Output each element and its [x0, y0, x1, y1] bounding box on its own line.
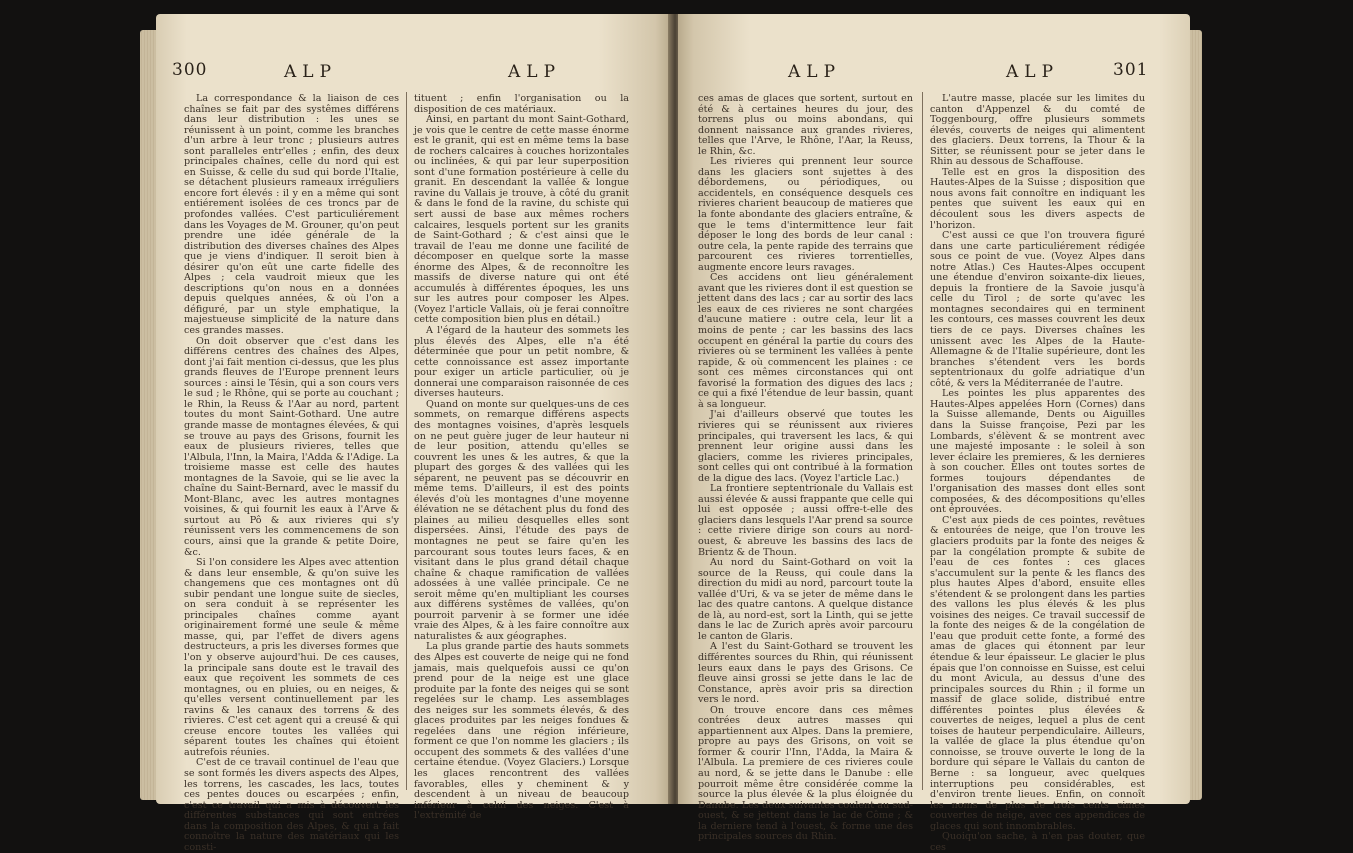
paragraph: Au nord du Saint-Gothard on voit la source de la Reuss, qui coule dans la direction du midi au nord, parcourt toute la vallée d'Uri, & va se jeter de même dans le lac des quatre cantons. A quelque distance de là, au nord-est, sort la Linth, qui se jette dans le lac de Zurich après avoir parcouru le canton de Glaris.: [698, 557, 913, 642]
running-header-left: ALP: [788, 62, 842, 82]
paragraph: Ces accidens ont lieu généralement avant que les rivieres dont il est question se jettent dans des lacs ; car au sortir des lacs les eaux de ces rivieres ne sont chargées d'aucune matiere : outre cela, leur lit a moins de pente ; car les bassins des lacs occupent en général la partie du cours des rivieres où se terminent les vallées à pente rapide, & où commencent les plaines : ce sont ces mêmes circonstances qui ont favorisé la formation des digues des lacs ; ce qui a fixé l'étendue de leur bassin, quant à sa longueur.: [698, 272, 913, 410]
page-number: 301: [1113, 60, 1149, 80]
paragraph: Si l'on considere les Alpes avec attention & dans leur ensemble, & qu'on suive les changemens que ces montagnes ont dû subir pendant une longue suite de siecles, on sera conduit à se représenter les principales chaînes comme ayant originairement formé une seule & même masse, qui, par l'effet de divers agens destructeurs, a pris les diverses formes que l'on y observe aujourd'hui. De ces causes, la principale sans doute est le travail des eaux que reçoivent les sommets de ces montagnes, ou en pluies, ou en neiges, & qu'elles versent continuellement par les ravins & les canaux des torrens & des rivieres. C'est cet agent qui a creusé & qui creuse encore toutes les vallées qui séparent toutes les chaînes qui étoient autrefois réunies.: [184, 557, 399, 758]
running-header-right: ALP: [1006, 62, 1060, 82]
paragraph: Quoiqu'on sache, à n'en pas douter, que ces: [930, 831, 1145, 853]
running-header-left: ALP: [284, 62, 338, 82]
left-page: [156, 14, 671, 853]
left-page-column-2: [414, 93, 629, 822]
paragraph: La correspondance & la liaison de ces chaînes se fait par des systêmes différens dans leur distribution : les unes se réunissent à un point, comme les branches d'un arbre à leur tronc ; plusieurs autres sont paralleles entr'elles ; enfin, des deux principales chaînes, celle du nord qui est en Suisse, & celle du sud qui borde l'Italie, se détachent plusieurs rameaux irréguliers encore fort élevés : il y en a même qui sont entiérement isolées de ces troncs par de profondes vallées. C'est particuliérement dans les Voyages de M. Grouner, qu'on peut prendre une idée générale de la distribution des diverses chaînes des Alpes que je viens d'indiquer. Il seroit bien à désirer qu'on eût une carte fidelle des Alpes ; cela vaudroit mieux que les descriptions qu'on nous en a données depuis quelques années, & où l'on a défiguré, par un style emphatique, la majestueuse simplicité de la nature dans ces grandes masses.: [184, 93, 399, 337]
running-header-right: ALP: [508, 62, 562, 82]
left-page-column-1: [184, 93, 399, 853]
right-page-column-2: [930, 93, 1145, 853]
paragraph: On doit observer que c'est dans les différens centres des chaînes des Alpes, dont j'ai fait mention ci-dessus, que les plus grands fleuves de l'Europe prennent leurs sources : ainsi le Tésin, qui a son cours vers le sud ; le Rhône, qui se porte au couchant ; le Rhin, la Reuss & l'Aar au nord, partent toutes du mont Saint-Gothard. Une autre grande masse de montagnes élevées, & qui se trouve au pays des Grisons, fournit les eaux de plusieurs rivieres, telles que l'Albula, l'Inn, la Maira, l'Adda & l'Adige. La troisieme masse est celle des hautes montagnes de la Savoie, qui se lie avec la chaîne du Saint-Bernard, avec le massif du Mont-Blanc, avec les autres montagnes voisines, & qui fournit les eaux à l'Arve & surtout au Pô & aux rivieres qui s'y réunissent vers les commencemens de son cours, ainsi que la grande & petite Doire, &c.: [184, 335, 399, 558]
paragraph: La frontiere septentrionale du Vallais est aussi élevée & aussi frappante que celle qui lui est opposée ; aussi offre-t-elle des glaciers dans lesquels l'Aar prend sa source : cette riviere dirige son cours au nord-ouest, & abreuve les bassins des lacs de Brientz & de Thoun.: [698, 483, 913, 558]
paragraph: tituent ; enfin l'organisation ou la disposition de ces matériaux.: [414, 93, 629, 115]
paragraph: C'est de ce travail continuel de l'eau que se sont formés les divers aspects des Alpes, les torrens, les cascades, les lacs, toutes ces pentes douces ou escarpées ; enfin, c'est ce travail qui a mis à découvert les différentes substances qui sont entrées dans la composition des Alpes, & qui a fait connoître la nature des matériaux qui les consti-: [184, 757, 399, 853]
paragraph: A l'est du Saint-Gothard se trouvent les différentes sources du Rhin, qui réunissent leurs eaux dans le pays des Grisons. Ce fleuve ainsi grossi se jette dans le lac de Constance, après avoir pris sa direction vers le nord.: [698, 641, 913, 706]
right-page-edges: [1188, 30, 1202, 800]
paragraph: L'autre masse, placée sur les limites du canton d'Appenzel & du comté de Toggenbourg, offre plusieurs sommets élevés, couverts de neiges qui alimentent des glaciers. Deux torrens, la Thour & la Sitter, se réunissent pour se jeter dans le Rhin au dessous de Schaffouse.: [930, 93, 1145, 168]
page-number: 300: [172, 60, 208, 80]
paragraph: Quand on monte sur quelques-uns de ces sommets, on remarque différens aspects des montagnes voisines, d'après lesquels on ne peut guère juger de leur hauteur ni de leur position, attendu qu'elles se couvrent les unes & les autres, & que la plupart des gorges & des vallées qui les séparent, ne peuvent pas se découvrir en même tems. D'ailleurs, il est des points élevés d'où les montagnes d'une moyenne élévation ne se détachent plus du fond des plaines au milieu desquelles elles sont dispersées. Ainsi, l'étude des pays de montagnes ne peut se faire qu'en les parcourant sous toutes leurs faces, & en visitant dans le plus grand détail chaque chaîne & chaque ramification de vallées adossées à une vallée principale. Ce ne seroit même qu'en multipliant les courses aux différens systêmes de vallées, qu'on pourroit parvenir à se former une idée vraie des Alpes, & à les faire connoître aux naturalistes & aux géographes.: [414, 398, 629, 642]
paragraph: Ainsi, en partant du mont Saint-Gothard, je vois que le centre de cette masse énorme est le granit, qui est en même tems la base de rochers calcaires à couches horizontales ou inclinées, & qui par leur superposition sont d'une formation postérieure à celle du granit. En descendant la vallée & longue ravine du Vallais je trouve, à côté du granit & dans le fond de la ravine, du schiste qui sert aussi de base aux mêmes rochers calcaires, lesquels portent sur les granits de Saint-Gothard ; & c'est ainsi que le travail de l'eau me donne une facilité de décomposer en quelque sorte la masse énorme des Alpes, & de reconnoître les massifs de diverse nature qui ont été accumulés à différentes époques, les uns sur les autres pour composer les Alpes. (Voyez l'article Vallais, où je ferai connoître cette composition bien plus en détail.): [414, 114, 629, 326]
paragraph: Les rivieres qui prennent leur source dans les glaciers sont sujettes à des débordemens, ou périodiques, ou accidentels, en conséquence desquels ces rivieres charient beaucoup de matieres que la fonte abondante des glaciers entraîne, & que le tems d'intermittence leur fait déposer le long des bords de leur canal : outre cela, la pente rapide des terrains que parcourent ces rivieres torrentielles, augmente encore leurs ravages.: [698, 156, 913, 273]
paragraph: Les pointes les plus apparentes des Hautes-Alpes appelées Horn (Cornes) dans la Suisse allemande, Dents ou Aiguilles dans la Suisse françoise, Pezi par les Lombards, s'élèvent & se montrent avec une majesté imposante : le soleil à son lever éclaire les premieres, & les dernieres à son coucher. Elles ont toutes sortes de formes toujours dépendantes de l'organisation des masses dont elles sont composées, & des décompositions qu'elles ont éprouvées.: [930, 388, 1145, 516]
paragraph: C'est aussi ce que l'on trouvera figuré dans une carte particuliérement rédigée sous ce point de vue. (Voyez Alpes dans notre Atlas.) Ces Hautes-Alpes occupent une étendue d'environ soixante-dix lieues, depuis la frontiere de la Savoie jusqu'à celle du Tirol ; de sorte qu'avec les montagnes secondaires qui en terminent les contours, ces masses couvrent les deux tiers de ce pays. Diverses chaînes les unissent avec les Alpes de la Haute-Allemagne & de l'Italie supérieure, dont les branches s'étendent vers les bords septentrionaux du golfe adriatique d'un côté, & vers la Méditerranée de l'autre.: [930, 230, 1145, 389]
right-page-column-1: [698, 93, 913, 843]
right-page: [678, 14, 1190, 853]
column-rule: [406, 92, 407, 790]
paragraph: On trouve encore dans ces mêmes contrées deux autres masses qui appartiennent aux Alpes. Dans la premiere, propre au pays des Grisons, on voit se former & courir l'Inn, l'Adda, la Maira & l'Albula. La premiere de ces rivieres coule au nord, & se jette dans le Danube : elle pourroit même être considérée comme la source la plus élevée & la plus éloignée du Danube. Les deux suivantes coulent au sud-ouest, & se jettent dans le lac de Côme ; & la derniere tend à l'ouest, & forme une des principales sources du Rhin.: [698, 704, 913, 843]
paragraph: La plus grande partie des hauts sommets des Alpes est couverte de neige qui ne fond jamais, mais quelquefois aussi ce qu'on prend pour de la neige est une glace produite par la fonte des neiges qui se sont regelées sur le champ. Les assemblages des neiges sur les sommets élevés, & des glaces produites par les neiges fondues & regelées dans une région inférieure, forment ce que l'on nomme les glaciers ; ils occupent des sommets & des vallées d'une certaine étendue. (Voyez Glaciers.) Lorsque les glaces rencontrent des vallées favorables, elles y cheminent & y descendent à un niveau de beaucoup inférieur à celui des neiges. C'est à l'extrémité de: [414, 641, 629, 822]
paragraph: A l'égard de la hauteur des sommets les plus élevés des Alpes, elle n'a été déterminée que pour un petit nombre, & cette connoissance est assez importante pour exiger un article particulier, où je donnerai une comparaison raisonnée de ces diverses hauteurs.: [414, 325, 629, 400]
column-rule: [922, 92, 923, 790]
paragraph: ces amas de glaces que sortent, surtout en été & à certaines heures du jour, des torrens plus ou moins abondans, qui donnent naissance aux grandes rivieres, telles que l'Arve, le Rhône, l'Aar, la Reuss, le Rhin, &c.: [698, 93, 913, 157]
paragraph: C'est aux pieds de ces pointes, revêtues & entourées de neige, que l'on trouve les glaciers produits par la fonte des neiges & par la congélation prompte & subite de l'eau de ces fontes : ces glaces s'accumulent sur la pente & les flancs des plus hautes Alpes d'abord, ensuite elles s'étendent & se prolongent dans les parties des vallons les plus élevés & les plus voisines des neiges. Ce travail successif de la fonte des neiges & de la congélation de l'eau que produit cette fonte, a formé des amas de glaces qui étonnent par leur étendue & leur épaisseur. Le glacier le plus épais que l'on connoisse en Suisse, est celui du mont Avicula, au dessus d'une des principales sources du Rhin ; il forme un massif de glace solide, distribué entre différentes pointes plus élevées & couvertes de neiges, lequel a plus de cent toises de hauteur perpendiculaire. Ailleurs, la vallée de glace la plus étendue qu'on connoisse, se trouve ouverte le long de la bordure qui sépare le Vallais du canton de Berne : sa longueur, avec quelques interruptions peu considérables, est d'environ trente lieues. Enfin, on connoît les noms de plus de trois cents cimes couvertes de neige, avec ces appendices de glaces qui sont innombrables.: [930, 514, 1145, 832]
paragraph: Telle est en gros la disposition des Hautes-Alpes de la Suisse ; disposition que nous avons fait connoître en indiquant les pentes que suivent les eaux qui en découlent sous les divers aspects de l'horizon.: [930, 166, 1145, 231]
paragraph: J'ai d'ailleurs observé que toutes les rivieres qui se réunissent aux rivieres principales, qui traversent les lacs, & qui prennent leur origine aussi dans les glaciers, comme les rivieres principales, sont celles qui ont contribué à la formation de la digue des lacs. (Voyez l'article Lac.): [698, 409, 913, 484]
